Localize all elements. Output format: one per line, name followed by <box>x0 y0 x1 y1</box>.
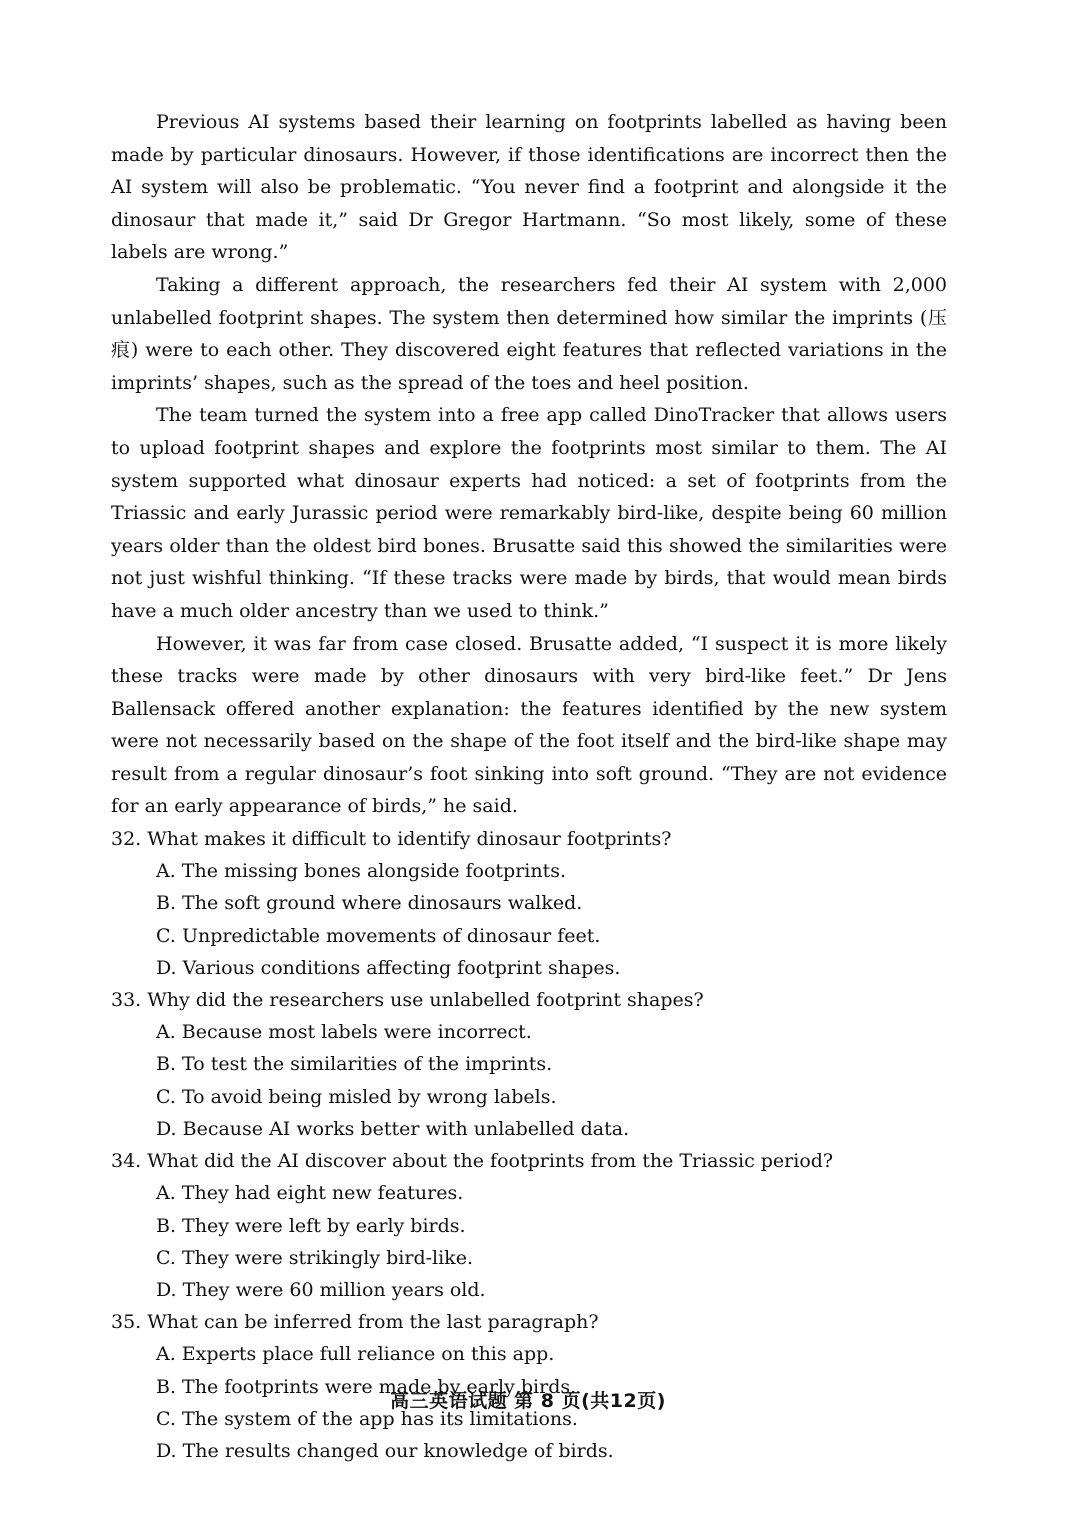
option-b: B. To test the similarities of the imprints. <box>156 1053 553 1076</box>
passage-paragraph-4: However, it was far from case closed. Brusatte added, “I suspect it is more likely these tracks were made by other dinosaurs with very bird-like feet.” Dr Jens Ballensack offered another explanation: the features identified by the new system were not necessarily based on the shape of the foot itself and the bird-like shape may result from a regular dinosaur’s foot sinking into soft ground. “They are not evidence for an early appearance of birds,” he said. <box>111 632 947 818</box>
question-stem: 35. What can be inferred from the last paragraph? <box>111 1311 599 1334</box>
passage-paragraph-1: Previous AI systems based their learning on footprints labelled as having been made by particular dinosaurs. However, if those identifications are incorrect then the AI system will also be problematic. “You never find a footprint and alongside it the dinosaur that made it,” said Dr Gregor Hartmann. “So most likely, some of these labels are wrong.” <box>111 111 947 264</box>
option-c: C. The system of the app has its limitations. <box>156 1407 578 1430</box>
option-b: B. The soft ground where dinosaurs walked. <box>156 892 583 915</box>
option-d: D. Because AI works better with unlabelled data. <box>156 1117 630 1140</box>
option-c: C. They were strikingly bird-like. <box>156 1246 473 1269</box>
question-stem: 34. What did the AI discover about the footprints from the Triassic period? <box>111 1150 834 1173</box>
question-stem: 33. Why did the researchers use unlabelled footprint shapes? <box>111 989 704 1012</box>
question-34 <box>111 1145 947 1306</box>
option-b: B. The footprints were made by early birds. <box>156 1375 577 1398</box>
reading-passage <box>111 106 947 823</box>
option-a: A. The missing bones alongside footprints. <box>156 860 567 883</box>
option-a: A. Because most labels were incorrect. <box>156 1021 532 1044</box>
question-33 <box>111 984 947 1145</box>
page-footer: 高三英语试题 第 8 页(共12页) <box>390 1390 666 1412</box>
option-d: D. They were 60 million years old. <box>156 1278 486 1301</box>
option-c: C. To avoid being misled by wrong labels. <box>156 1085 557 1108</box>
question-32 <box>111 823 947 984</box>
passage-paragraph-3: The team turned the system into a free app called DinoTracker that allows users to upload footprint shapes and explore the footprints most similar to them. The AI system supported what dinosaur experts had noticed: a set of footprints from the Triassic and early Jurassic period were remarkably bird-like, despite being 60 million years older than the oldest bird bones. Brusatte said this showed the similarities were not just wishful thinking. “If these tracks were made by birds, that would mean birds have a much older ancestry than we used to think.” <box>111 404 947 622</box>
exam-page <box>111 106 947 1467</box>
option-b: B. They were left by early birds. <box>156 1214 466 1237</box>
option-c: C. Unpredictable movements of dinosaur feet. <box>156 924 601 947</box>
question-stem: 32. What makes it difficult to identify dinosaur footprints? <box>111 828 672 851</box>
passage-paragraph-2: Taking a different approach, the researchers fed their AI system with 2,000 unlabelled footprint shapes. The system then determined how similar the imprints (压痕) were to each other. They discovered eight features that reflected variations in the imprints’ shapes, such as the spread of the toes and heel position. <box>111 273 947 394</box>
option-a: A. They had eight new features. <box>156 1182 464 1205</box>
option-d: D. The results changed our knowledge of birds. <box>156 1439 614 1462</box>
option-a: A. Experts place full reliance on this app. <box>156 1343 555 1366</box>
option-d: D. Various conditions affecting footprint shapes. <box>156 956 621 979</box>
